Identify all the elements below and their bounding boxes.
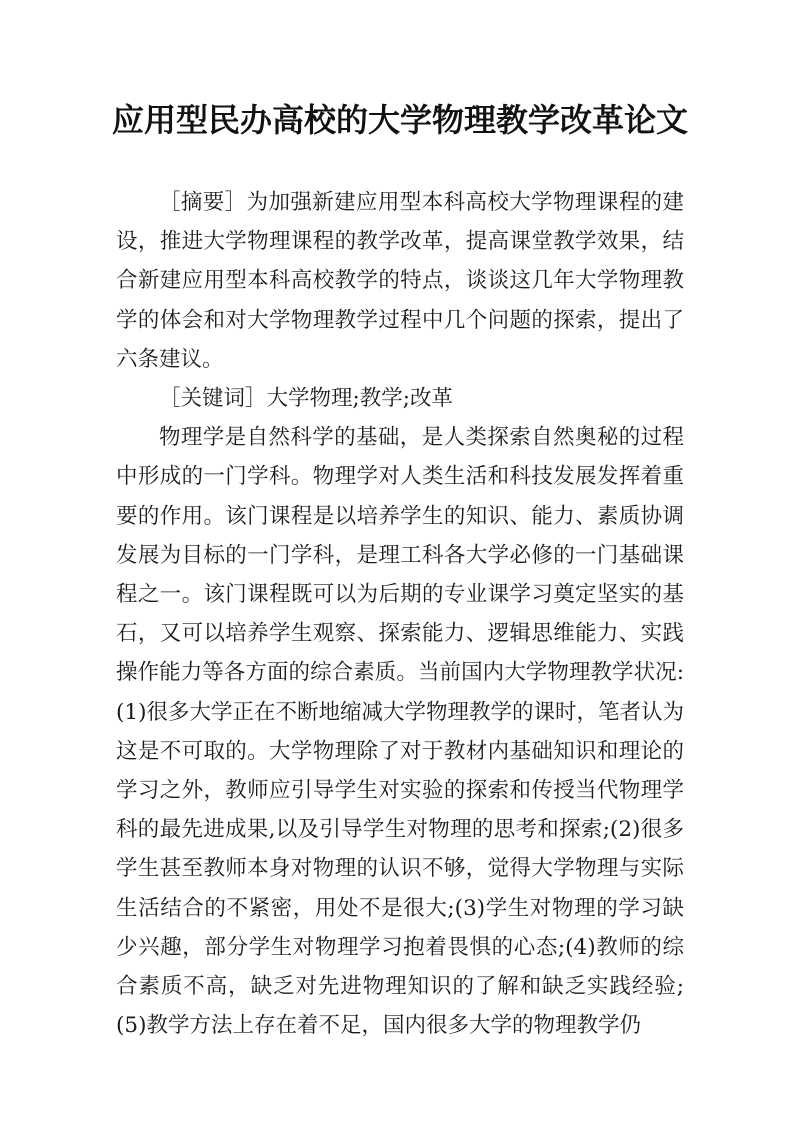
abstract-paragraph: ［摘要］为加强新建应用型本科高校大学物理课程的建设，推进大学物理课程的教学改革，提高课堂教学效果，结合新建应用型本科高校教学的特点，谈谈这几年大学物理教学的体会和对大学物理教学过程中几个问题的探索，提出了六条建议。 (116, 190, 684, 372)
keywords-paragraph: ［关键词］大学物理;教学;改革 (159, 386, 453, 412)
document-body (116, 183, 684, 1045)
body-paragraph: 物理学是自然科学的基础，是人类探索自然奥秘的过程中形成的一门学科。物理学对人类生活和科技发展发挥着重要的作用。该门课程是以培养学生的知识、能力、素质协调发展为目标的一门学科，是理工科各大学必修的一门基础课程之一。该门课程既可以为后期的专业课学习奠定坚实的基石，又可以培养学生观察、探索能力、逻辑思维能力、实践操作能力等各方面的综合素质。当前国内大学物理教学状况:(1)很多大学正在不断地缩减大学物理教学的课时，笔者认为这是不可取的。大学物理除了对于教材内基础知识和理论的学习之外，教师应引导学生对实验的探索和传授当代物理学科的最先进成果,以及引导学生对物理的思考和探索;(2)很多学生甚至教师本身对物理的认识不够，觉得大学物理与实际生活结合的不紧密，用处不是很大;(3)学生对物理的学习缺少兴趣，部分学生对物理学习抱着畏惧的心态;(4)教师的综合素质不高，缺乏对先进物理知识的了解和缺乏实践经验;(5)教学方法上存在着不足，国内很多大学的物理教学仍 (116, 425, 684, 1039)
document-title: 应用型民办高校的大学物理教学改革论文 (111, 101, 688, 139)
